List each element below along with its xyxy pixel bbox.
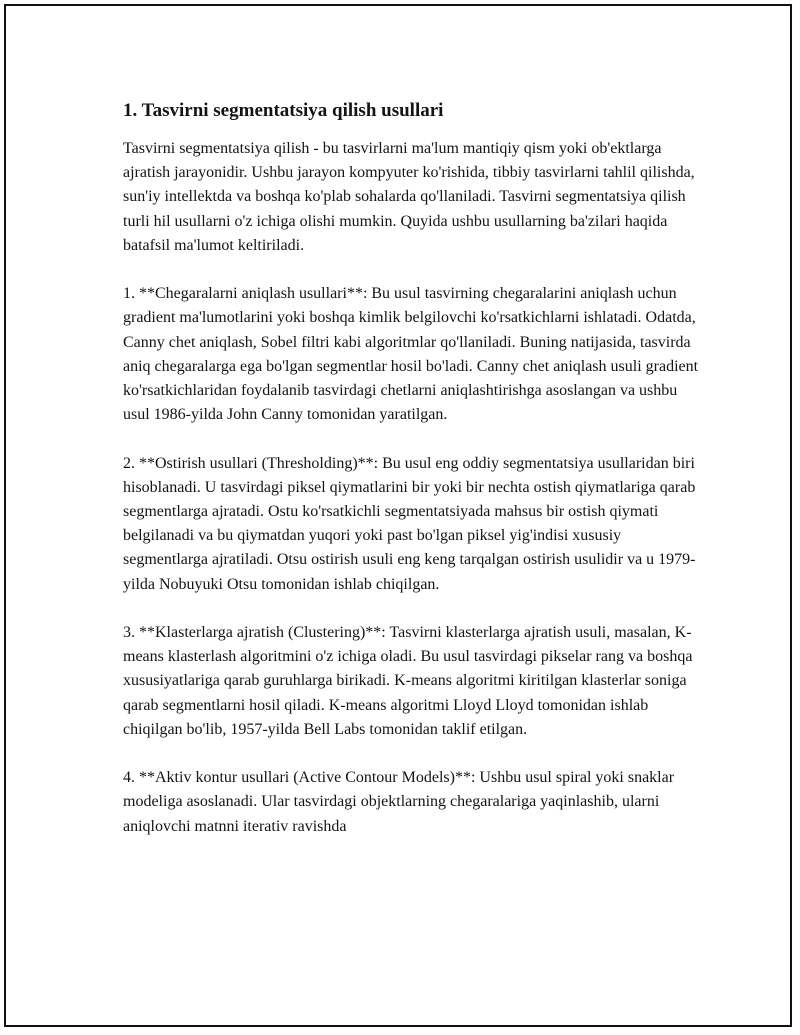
section-heading: 1. Tasvirni segmentatsiya qilish usullari <box>123 100 444 121</box>
paragraph-clustering: 3. **Klasterlarga ajratish (Clustering)**: Tasvirni klasterlarga ajratish usuli, masalan, K-means klasterlash algoritmini o'z ichiga oladi. Bu usul tasvirdagi pikselar rang va boshqa xususiyatlariga qarab guruhlarga birikadi. K-means algoritmi kiritilgan klasterlar soniga qarab segmentlarni hosil qiladi. K-means algoritmi Lloyd Lloyd tomonidan ishlab chiqilgan bo'lib, 1957-yilda Bell Labs tomonidan taklif etilgan. <box>123 624 693 738</box>
page-frame <box>4 4 792 1027</box>
paragraph-edge-detection: 1. **Chegaralarni aniqlash usullari**: Bu usul tasvirning chegaralarini aniqlash uchun gradient ma'lumotlarini yoki boshqa kimlik belgilovchi ko'rsatkichlarni ishlatadi. Odatda, Canny chet aniqlash, Sobel filtri kabi algoritmlar qo'llaniladi. Buning natijasida, tasvirda aniq chegaralarga ega bo'lgan segmentlar hosil bo'ladi. Canny chet aniqlash usuli gradient ko'rsatkichlaridan foydalanib tasvirdagi chetlarni aniqlashtirishga asoslangan va ushbu usul 1986-yilda John Canny tomonidan yaratilgan. <box>123 285 699 424</box>
document-body <box>123 98 703 863</box>
paragraph-active-contour: 4. **Aktiv kontur usullari (Active Contour Models)**: Ushbu usul spiral yoki snaklar modeliga asoslanadi. Ular tasvirdagi objektlarning chegaralariga yaqinlashib, ularni aniqlovchi matnni iterativ ravishda <box>123 769 675 835</box>
intro-paragraph: Tasvirni segmentatsiya qilish - bu tasvirlarni ma'lum mantiqiy qism yoki ob'ektlarga ajratish jarayonidir. Ushbu jarayon kompyuter ko'rishida, tibbiy tasvirlarni tahlil qilishda, sun'iy intellektda va boshqa ko'plab sohalarda qo'llaniladi. Tasvirni segmentatsiya qilish turli hil usullarni o'z ichiga olishi mumkin. Quyida ushbu usullarning ba'zilari haqida batafsil ma'lumot keltiriladi. <box>123 140 695 254</box>
paragraph-thresholding: 2. **Ostirish usullari (Thresholding)**: Bu usul eng oddiy segmentatsiya usullaridan biri hisoblanadi. U tasvirdagi piksel qiymatlarini bir yoki bir nechta ostish qiymatlariga qarab segmentlarga ajratadi. Ostu ko'rsatkichli segmentatsiyada mahsus bir ostish qiymati belgilanadi va bu qiymatdan yuqori yoki past bo'lgan piksel yig'indisi xususiy segmentlarga ajratiladi. Otsu ostirish usuli eng keng tarqalgan ostirish usulidir va u 1979-yilda Nobuyuki Otsu tomonidan ishlab chiqilgan. <box>123 454 696 593</box>
